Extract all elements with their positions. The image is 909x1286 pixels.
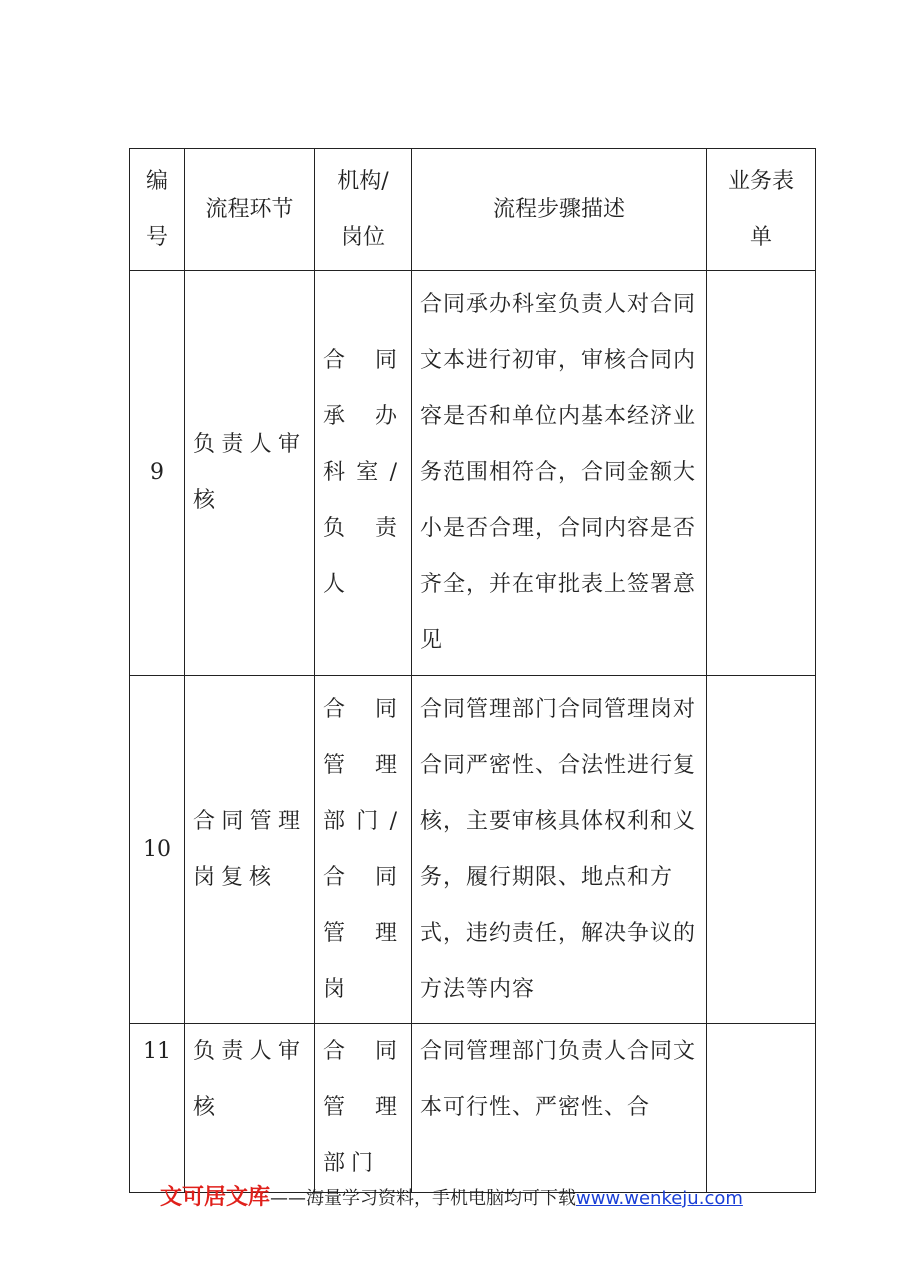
row-form <box>707 676 816 1024</box>
header-form: 业务表 单 <box>707 149 816 271</box>
header-num: 编 号 <box>130 149 185 271</box>
footer-banner <box>160 1180 743 1211</box>
row-desc: 合同承办科室负责人对合同文本进行初审，审核合同内容是否和单位内基本经济业务范围相符合，合同金额大小是否合理，合同内容是否齐全，并在审批表上签署意见 <box>412 271 707 676</box>
row-num: 9 <box>130 271 185 676</box>
row-desc: 合同管理部门合同管理岗对合同严密性、合法性进行复核，主要审核具体权利和义务，履行期限、地点和方式，违约责任，解决争议的方法等内容 <box>412 676 707 1024</box>
row-form <box>707 271 816 676</box>
header-step: 流程环节 <box>185 149 315 271</box>
row-num: 11 <box>130 1024 185 1193</box>
row-form <box>707 1024 816 1193</box>
row-org: 合同管理部门 <box>315 1024 412 1193</box>
row-org: 合同承办科室/负责人 <box>315 271 412 676</box>
row-step: 负责人审核 <box>185 271 315 676</box>
row-step: 负责人审核 <box>185 1024 315 1193</box>
header-org: 机构/ 岗位 <box>315 149 412 271</box>
header-desc: 流程步骤描述 <box>412 149 707 271</box>
table-header-row <box>130 149 816 271</box>
row-num: 10 <box>130 676 185 1024</box>
row-step: 合同管理岗复核 <box>185 676 315 1024</box>
footer-tagline: ——海量学习资料，手机电脑均可下载 <box>270 1188 577 1209</box>
footer-link[interactable]: www.wenkeju.com <box>576 1188 743 1209</box>
row-desc: 合同管理部门负责人合同文本可行性、严密性、合 <box>412 1024 707 1193</box>
footer-brand: 文可居文库 <box>160 1185 271 1210</box>
process-table <box>129 148 816 1193</box>
table-row <box>130 676 816 1024</box>
table-row <box>130 271 816 676</box>
table-row <box>130 1024 816 1193</box>
row-org: 合同管理部门/合同管理岗 <box>315 676 412 1024</box>
